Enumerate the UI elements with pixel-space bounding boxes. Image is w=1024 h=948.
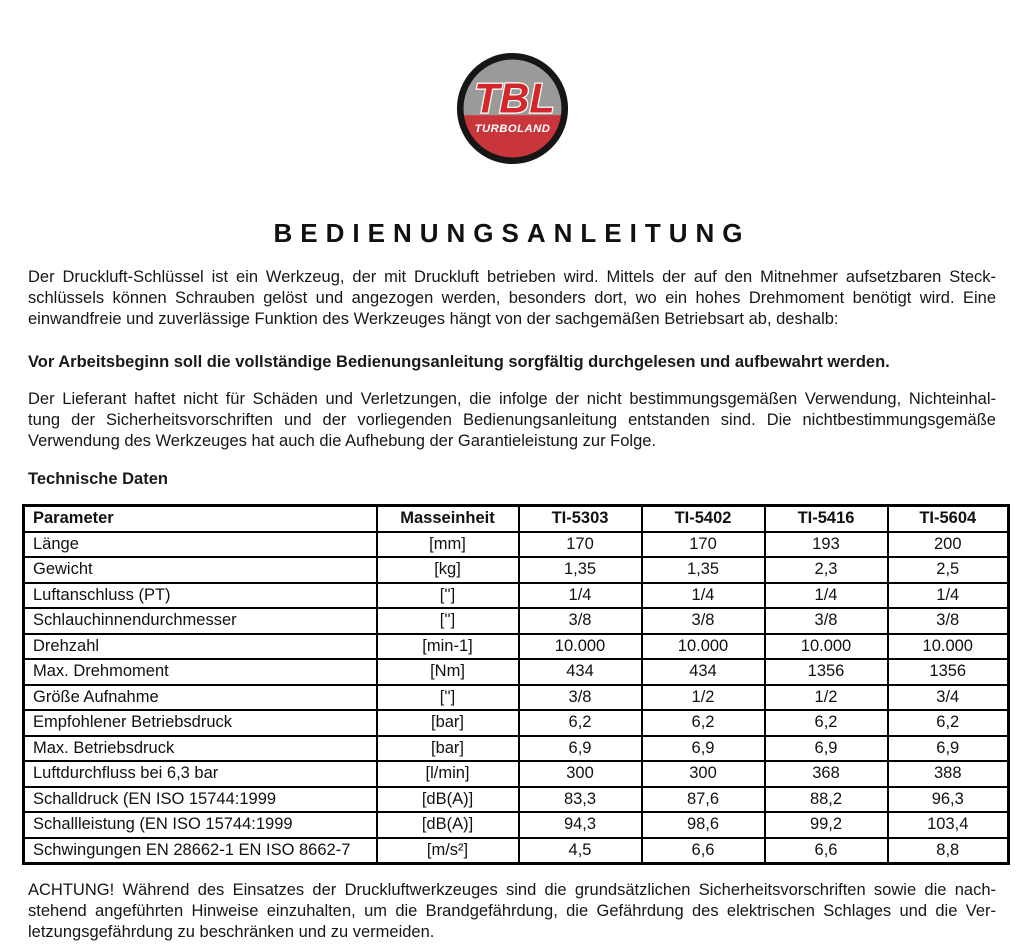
logo-turboland-text: TURBOLAND	[474, 123, 550, 136]
value-cell: 368	[765, 761, 888, 787]
value-cell: 170	[519, 532, 642, 558]
table-row	[24, 608, 1009, 634]
text-line: ACHTUNG! Während des Einsatzes der Druckluftwerkzeuges sind die grundsätzlichen Sicherheitsvorschriften sowie die nach-	[28, 881, 996, 899]
table-row	[24, 659, 1009, 685]
value-cell: 193	[765, 532, 888, 558]
value-cell: 434	[519, 659, 642, 685]
technical-data-heading: Technische Daten	[28, 470, 168, 488]
value-cell: 6,6	[642, 838, 765, 864]
value-cell: 3/4	[888, 685, 1009, 711]
value-cell: [Nm]	[377, 659, 519, 685]
text-line: Der Lieferant haftet nicht für Schäden und Verletzungen, die infolge der nicht bestimmungsgemäßen Verwendung, Nichteinhal-	[28, 390, 996, 408]
value-cell: 87,6	[642, 787, 765, 813]
table-row	[24, 812, 1009, 838]
parameter-cell: Schlauchinnendurchmesser	[24, 608, 377, 634]
value-cell: 6,9	[765, 736, 888, 762]
page-title: BEDIENUNGSANLEITUNG	[273, 218, 751, 248]
value-cell: 1/2	[765, 685, 888, 711]
value-cell: [dB(A)]	[377, 812, 519, 838]
value-cell: 3/8	[519, 608, 642, 634]
text-line: schlüssels können Schrauben gelöst und angezogen werden, besonders dort, wo ein hohes Drehmoment benötigt wird. Eine	[28, 289, 996, 307]
value-cell: 1356	[888, 659, 1009, 685]
table-row	[24, 787, 1009, 813]
value-cell: 1356	[765, 659, 888, 685]
value-cell: 4,5	[519, 838, 642, 864]
value-cell: 10.000	[765, 634, 888, 660]
value-cell: 300	[519, 761, 642, 787]
table-header-row	[24, 506, 1009, 532]
value-cell: 300	[642, 761, 765, 787]
parameter-cell: Luftanschluss (PT)	[24, 583, 377, 609]
table-header-cell: TI-5402	[642, 506, 765, 532]
value-cell: 8,8	[888, 838, 1009, 864]
table-header-cell: TI-5303	[519, 506, 642, 532]
value-cell: 2,3	[765, 557, 888, 583]
value-cell: 10.000	[642, 634, 765, 660]
value-cell: [l/min]	[377, 761, 519, 787]
table-row	[24, 557, 1009, 583]
parameter-cell: Drehzahl	[24, 634, 377, 660]
value-cell: 1/4	[888, 583, 1009, 609]
value-cell: 10.000	[519, 634, 642, 660]
table-header-cell: TI-5416	[765, 506, 888, 532]
text-line: stehend angeführten Hinweise einzuhalten, um die Brandgefährdung, die Gefährdung des elektrischen Schlages und die Ver-	[28, 902, 996, 920]
value-cell: 6,9	[519, 736, 642, 762]
value-cell: 10.000	[888, 634, 1009, 660]
value-cell: [m/s²]	[377, 838, 519, 864]
table-header-cell: TI-5604	[888, 506, 1009, 532]
value-cell: [dB(A)]	[377, 787, 519, 813]
value-cell: 1/4	[765, 583, 888, 609]
value-cell: 170	[642, 532, 765, 558]
value-cell: [min-1]	[377, 634, 519, 660]
parameter-cell: Schalldruck (EN ISO 15744:1999	[24, 787, 377, 813]
value-cell: 2,5	[888, 557, 1009, 583]
value-cell: 1/4	[519, 583, 642, 609]
text-line: tung der Sicherheitsvorschriften und der vorliegenden Bedienungsanleitung entstanden sind. Die nichtbestimmungsgemäße	[28, 411, 996, 429]
value-cell: 6,6	[765, 838, 888, 864]
parameter-cell: Länge	[24, 532, 377, 558]
parameter-cell: Schallleistung (EN ISO 15744:1999	[24, 812, 377, 838]
value-cell: 94,3	[519, 812, 642, 838]
value-cell: [kg]	[377, 557, 519, 583]
value-cell: 3/8	[519, 685, 642, 711]
value-cell: 98,6	[642, 812, 765, 838]
parameter-cell: Schwingungen EN 28662-1 EN ISO 8662-7	[24, 838, 377, 864]
value-cell: 88,2	[765, 787, 888, 813]
value-cell: 1/2	[642, 685, 765, 711]
value-cell: 1,35	[519, 557, 642, 583]
value-cell: [bar]	[377, 710, 519, 736]
text-line: letzungsgefährdung zu beschränken und zu vermeiden.	[28, 923, 435, 941]
value-cell: ['']	[377, 583, 519, 609]
value-cell: 6,2	[519, 710, 642, 736]
tbl-turboland-logo	[456, 50, 569, 167]
parameter-cell: Luftdurchfluss bei 6,3 bar	[24, 761, 377, 787]
safety-warning-text: Vor Arbeitsbeginn soll die vollständige Bedienungsanleitung sorgfältig durchgelesen und aufbewahrt werden.	[28, 353, 890, 371]
value-cell: ['']	[377, 608, 519, 634]
table-body	[24, 532, 1009, 864]
value-cell: 103,4	[888, 812, 1009, 838]
table-row	[24, 685, 1009, 711]
parameter-cell: Größe Aufnahme	[24, 685, 377, 711]
logo-tbl-text: TBL	[473, 74, 555, 122]
value-cell: 3/8	[642, 608, 765, 634]
table-row	[24, 838, 1009, 864]
table-header	[24, 506, 1009, 532]
value-cell: 83,3	[519, 787, 642, 813]
value-cell: 434	[642, 659, 765, 685]
table-row	[24, 736, 1009, 762]
value-cell: 6,2	[888, 710, 1009, 736]
table-row	[24, 532, 1009, 558]
value-cell: 6,2	[765, 710, 888, 736]
tbl-logo-graphic	[456, 50, 569, 167]
table-row	[24, 710, 1009, 736]
technical-data-table	[22, 504, 1010, 865]
value-cell: [mm]	[377, 532, 519, 558]
attention-paragraph	[28, 880, 996, 943]
table-header-cell: Parameter	[24, 506, 377, 532]
value-cell: 99,2	[765, 812, 888, 838]
value-cell: ['']	[377, 685, 519, 711]
parameter-cell: Max. Drehmoment	[24, 659, 377, 685]
value-cell: 6,9	[642, 736, 765, 762]
value-cell: [bar]	[377, 736, 519, 762]
value-cell: 388	[888, 761, 1009, 787]
value-cell: 6,2	[642, 710, 765, 736]
value-cell: 3/8	[765, 608, 888, 634]
value-cell: 1/4	[642, 583, 765, 609]
value-cell: 3/8	[888, 608, 1009, 634]
parameter-cell: Gewicht	[24, 557, 377, 583]
table-row	[24, 634, 1009, 660]
value-cell: 1,35	[642, 557, 765, 583]
table-row	[24, 583, 1009, 609]
value-cell: 96,3	[888, 787, 1009, 813]
text-line: Verwendung des Werkzeuges hat auch die Aufhebung der Garantieleistung zur Folge.	[28, 432, 657, 450]
text-line: einwandfreie und zuverlässige Funktion des Werkzeuges hängt von der sachgemäßen Betriebsart ab, deshalb:	[28, 310, 839, 328]
table-row	[24, 761, 1009, 787]
parameter-cell: Max. Betriebsdruck	[24, 736, 377, 762]
text-line: Der Druckluft-Schlüssel ist ein Werkzeug, der mit Druckluft betrieben wird. Mittels der auf den Mitnehmer aufsetzbaren Steck-	[28, 268, 996, 286]
intro-paragraph	[28, 267, 996, 330]
value-cell: 6,9	[888, 736, 1009, 762]
liability-paragraph	[28, 389, 996, 452]
parameter-cell: Empfohlener Betriebsdruck	[24, 710, 377, 736]
table-header-cell: Masseinheit	[377, 506, 519, 532]
value-cell: 200	[888, 532, 1009, 558]
